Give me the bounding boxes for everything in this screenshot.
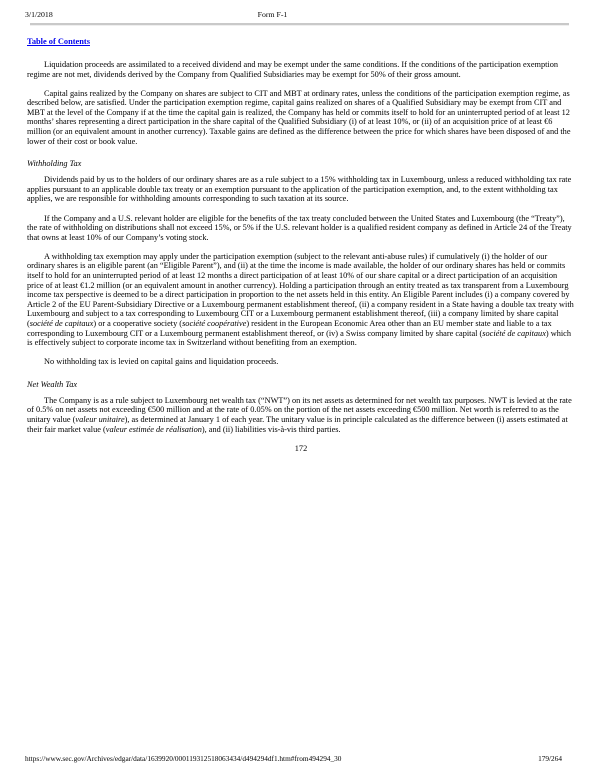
paragraph: The Company is as a rule subject to Luxembourg net wealth tax (“NWT”) on its net assets as determined for net wealth tax purposes. NWT is levied at the rate of 0.5% on net assets not exceeding €500 million and at the rate of 0.05% on the portion of the net assets exceeding €500 million. Net worth is referred to as the unitary value (valeur unitaire), as determined at January 1 of each year. The unitary value is in principle calculated as the difference between (i) assets estimated at their fair market value (valeur estimée de réalisation), and (ii) liabilities vis-à-vis third parties. bbox=[27, 395, 572, 434]
paragraph: Liquidation proceeds are assimilated to a received dividend and may be exempt under the same conditions. If the conditions of the participation exemption regime are not met, dividends derived by the Company from Qualified Subsidiaries may be exempt for 50% of their gross amount. bbox=[27, 60, 559, 79]
document-body bbox=[0, 26, 600, 453]
footer-url: https://www.sec.gov/Archives/edgar/data/1639920/000119312518063434/d494294df1.htm#from494294_30 bbox=[25, 754, 342, 763]
section-heading-withholding-tax: Withholding Tax bbox=[27, 159, 82, 169]
paragraph: Dividends paid by us to the holders of our ordinary shares are as a rule subject to a 15% withholding tax in Luxembourg, unless a reduced withholding tax rate applies pursuant to an applicable double tax treaty or an exemption pursuant to the application of the participation exemption, and, to the extent withholding tax applies, we are responsible for withholding amounts corresponding to such taxation at its source. bbox=[27, 175, 572, 204]
print-header bbox=[0, 0, 600, 19]
print-footer bbox=[0, 754, 600, 776]
section-heading-net-wealth-tax: Net Wealth Tax bbox=[27, 379, 78, 389]
print-header-date: 3/1/2018 bbox=[25, 10, 53, 19]
paragraph-container bbox=[27, 60, 575, 434]
paragraph: Capital gains realized by the Company on shares are subject to CIT and MBT at ordinary rates, unless the conditions of the participation exemption regime, as described below, are satisfied. Under the participation exemption regime, capital gains realized on shares of a Qualified Subsidiary may be exempt from CIT and MBT at the level of the Company if at the time the capital gain is realized, the Company has held or commits itself to hold for an uninterrupted period of at least 12 months’ shares representing a direct participation in the share capital of the Qualified Subsidiary (i) of at least 10%, or (ii) of an acquisition price of at least €6 million (or an equivalent amount in another currency). Taxable gains are defined as the difference between the price for which shares have been disposed of and the lower of their cost or book value. bbox=[27, 88, 571, 146]
paragraph: If the Company and a U.S. relevant holder are eligible for the benefits of the tax treaty concluded between the United States and Luxembourg (the “Treaty”), the rate of withholding on distributions shall not exceed 15%, or 5% if the U.S. relevant holder is a qualified resident company as defined in Article 24 of the Treaty that owns at least 10% of our Company’s voting stock. bbox=[27, 213, 572, 242]
paragraph: A withholding tax exemption may apply under the participation exemption (subject to the relevant anti-abuse rules) if cumulatively (i) the holder of our ordinary shares is an eligible parent (an “Eligible Parent”), and (ii) at the time the income is made available, the holder of our ordinary shares has held or commits itself to hold for an uninterrupted period of at least 12 months a direct participation of at least 10% of our share capital or a direct participation of an acquisition price of at least €1.2 million (or an equivalent amount in another currency). Holding a participation through an entity treated as tax transparent from a Luxembourg income tax perspective is deemed to be a direct participation in proportion to the net assets held in this entity. An Eligible Parent includes (i) a company covered by Article 2 of the EU Parent-Subsidiary Directive or a Luxembourg permanent establishment thereof, (ii) a company resident in a State having a double tax treaty with Luxembourg and subject to a tax corresponding to Luxembourg CIT or a Luxembourg permanent establishment thereof, (iii) a company limited by share capital (société de capitaux) or a cooperative society (société coopérative) resident in the European Economic Area other than an EU member state and liable to a tax corresponding to Luxembourg CIT or a Luxembourg permanent establishment thereof, or (iv) a Swiss company limited by share capital (société de capitaux) which is effectively subject to corporate income tax in Switzerland without benefiting from an exemption. bbox=[27, 251, 574, 348]
page-number: 172 bbox=[294, 443, 308, 453]
footer-page-indicator: 179/264 bbox=[538, 754, 562, 763]
table-of-contents-link[interactable]: Table of Contents bbox=[27, 37, 90, 46]
paragraph: No withholding tax is levied on capital gains and liquidation proceeds. bbox=[44, 357, 279, 367]
print-header-title: Form F-1 bbox=[257, 10, 288, 19]
